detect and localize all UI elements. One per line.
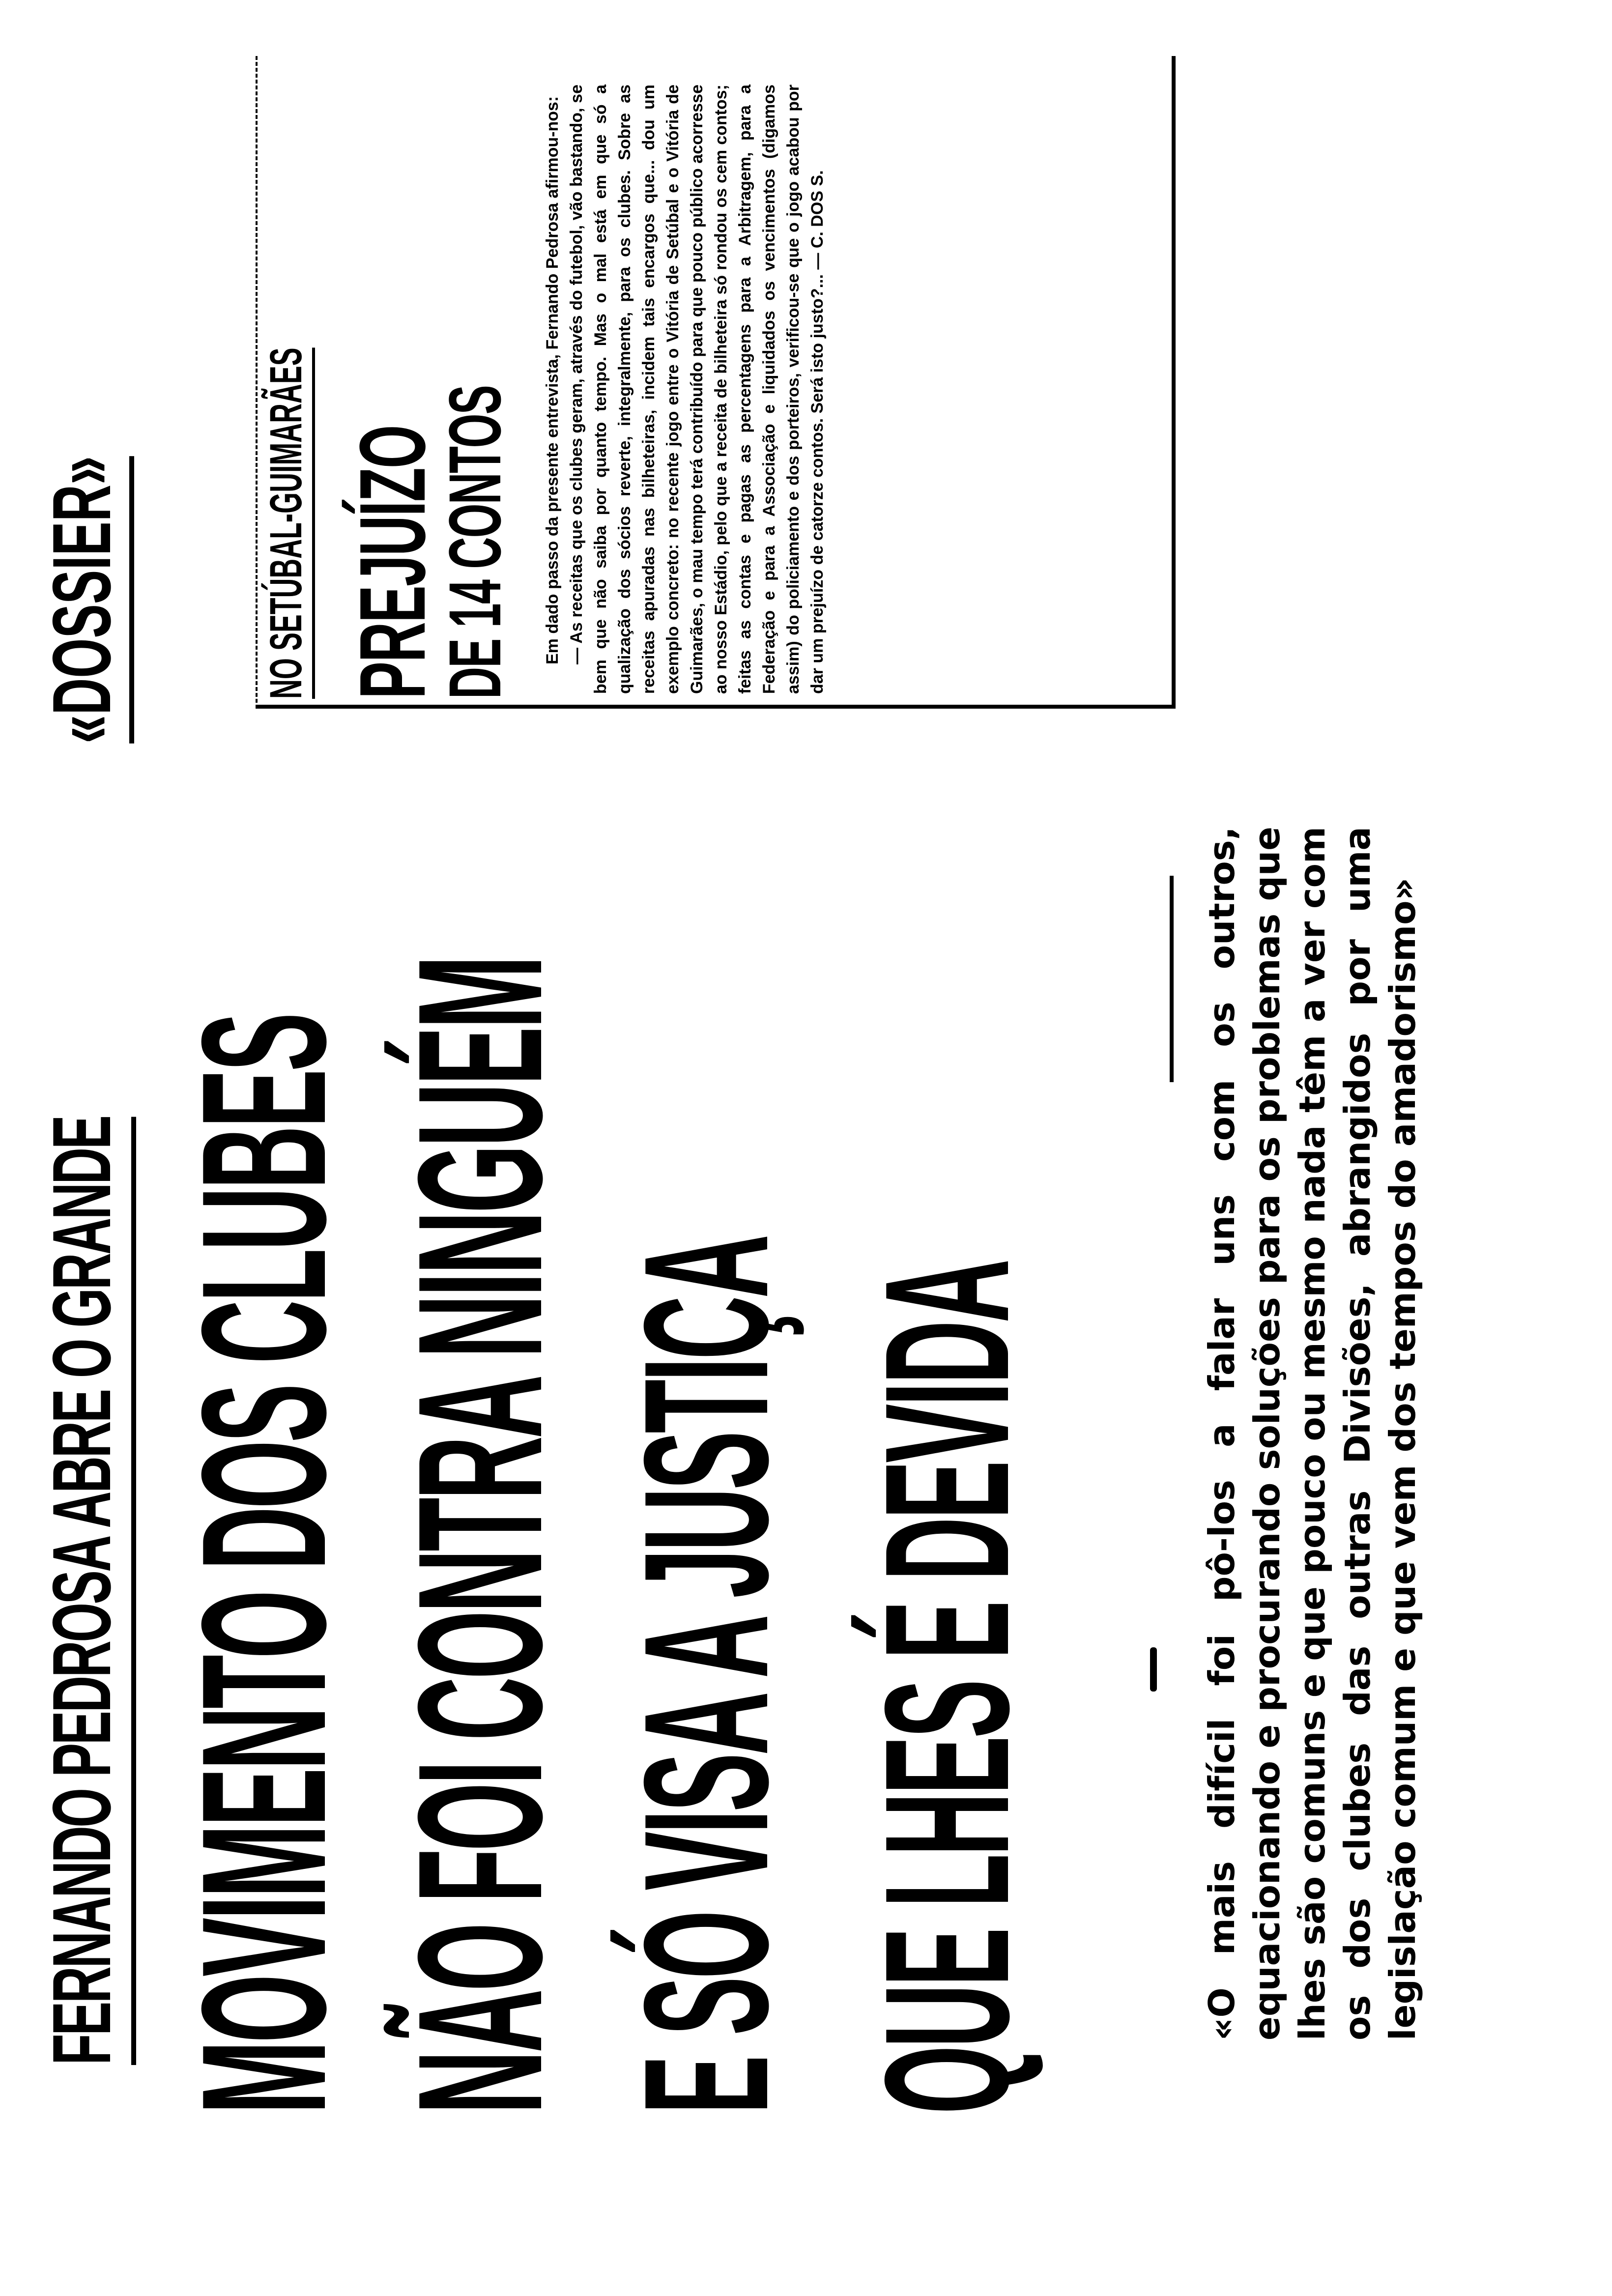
headline-line-4: QUE LHES É DEVIDA <box>848 1261 1046 2114</box>
kicker-headline: FERNANDO PEDROSA ABRE O GRANDE <box>34 1117 136 2065</box>
quote-ornament <box>1150 1647 1157 1692</box>
headline-line-2: NÃO FOI CONTRA NINGUÉM <box>381 957 579 2114</box>
sidebar-intro-paragraph: Em dado passo da presente entrevista, Fernando Pedrosa afirmou-nos: <box>543 96 562 664</box>
quote-rule <box>1170 876 1174 1082</box>
sidebar-title-line-1: PREJUÍZO <box>341 426 445 699</box>
kicker-dossier: «DOSSIER» <box>34 456 134 744</box>
headline-line-1: MOVIMENTO DOS CLUBES <box>165 1015 363 2114</box>
sidebar-title-line-2: DE 14 CONTOS <box>433 386 516 699</box>
pull-quote: «O mais difícil foi pô-los a falar uns com os outros, equacionando e procurando soluções para os problemas que lhes são comuns e que pouco ou mesmo nada têm a ver com os dos clubes das outras Divisões, abrangidos por uma legislação comum e que vem dos tempos do amadorismo» <box>1201 827 1423 2040</box>
headline-line-3: E SÓ VISA A JUSTIÇA <box>607 1236 805 2114</box>
sidebar-kicker: NO SETÚBAL-GUIMARÃES <box>260 347 315 699</box>
sidebar-article-body <box>541 85 830 694</box>
sidebar-body-paragraph: — As receitas que os clubes geram, através do futebol, vão bastando, se bem que não saiba por quanto tempo. Mas o mal está em que só a qualização dos sócios reverte, integralmente, para os clubes. Sobre as receitas apuradas nas bilheteiras, incidem tais encargos que... dou um exemplo concreto: no recente jogo entre o Vitória de Setúbal e o Vitória de Guimarães, o mau tempo terá contribuído para que pouco público acorresse ao nosso Estádio, pelo que a receita de bilheteira só rondou os cem contos; feitas as contas e pagas as percentagens para a Arbitragem, para a Federação e para a Associação e liquidados os vencimentos (digamos assim) do policiamento e dos porteiros, verificou-se que o jogo acabou por dar um prejuízo de catorze contos. Será isto justo?... — C. DOS S. <box>567 85 827 694</box>
